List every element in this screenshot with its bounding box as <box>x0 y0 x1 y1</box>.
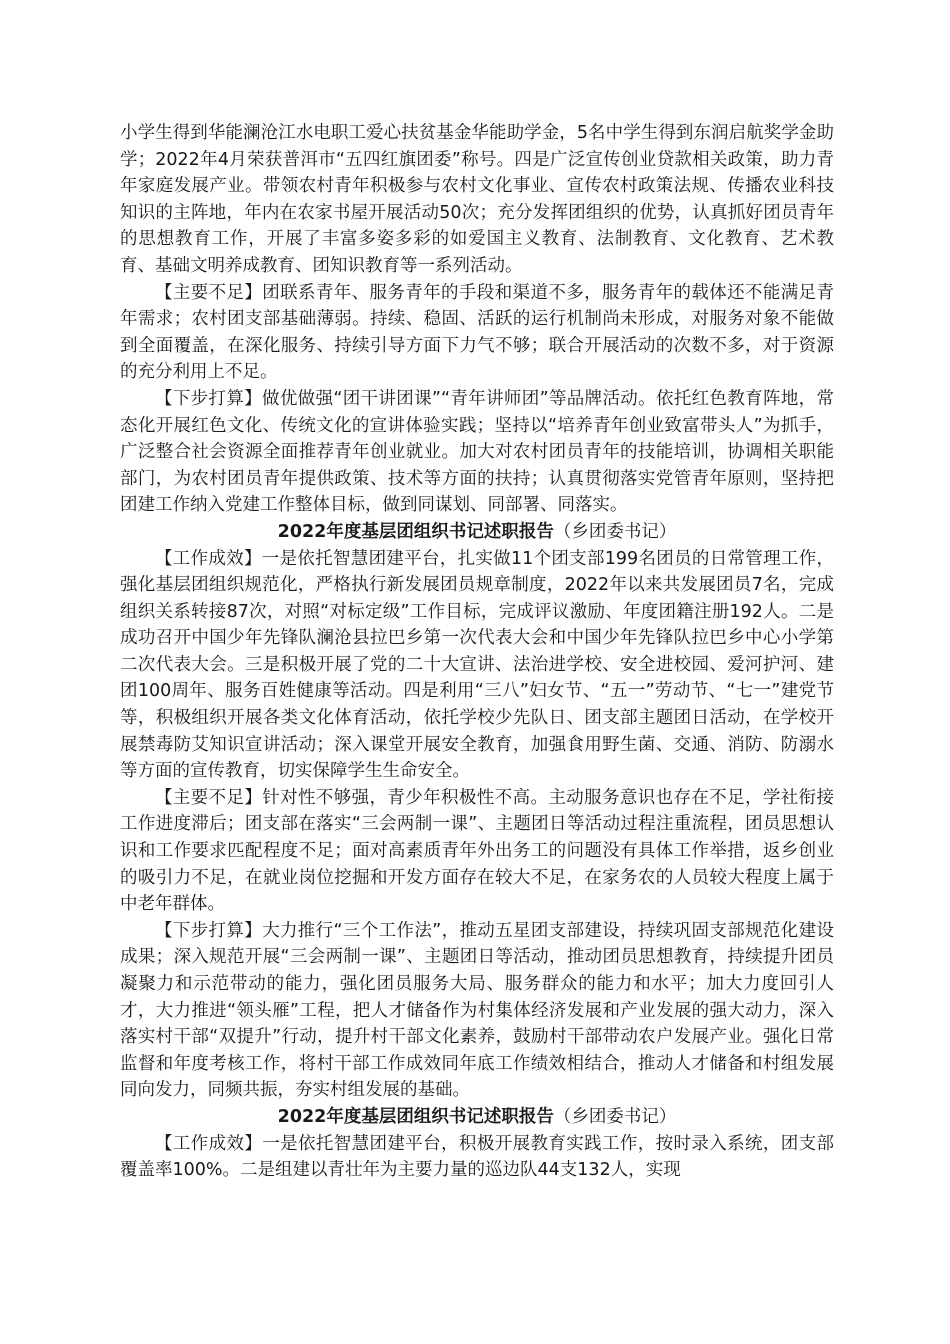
body-paragraph: 【下步打算】大力推行“三个工作法”，推动五星团支部建设，持续巩固支部规范化建设成果；深入规范开展“三会两制一课”、主题团日等活动，推动团员思想教育，持续提升团员凝聚力和示范带动的能力，强化团员服务大局、服务群众的能力和水平；加大力度回引人才，大力推进“领头雁”工程，把人才储备作为村集体经济发展和产业发展的强大动力，深入落实村干部“双提升”行动，提升村干部文化素养，鼓励村干部带动农户发展产业。强化日常监督和年度考核工作，将村干部工作成效同年底工作绩效相结合，推动人才储备和村组发展同向发力，同频共振，夯实村组发展的基础。 <box>120 920 834 1101</box>
section-heading-subtitle: （乡团委书记） <box>553 1106 677 1127</box>
body-paragraph: 【工作成效】一是依托智慧团建平台，扎实做11个团支部199名团员的日常管理工作，强化基层团组织规范化，严格执行新发展团员规章制度，2022年以来共发展团员7名，完成组织关系转接87次，对照“对标定级”工作目标，完成评议激励、年度团籍注册192人。二是成功召开中国少年先锋队澜沧县拉巴乡第一次代表大会和中国少年先锋队拉巴乡中心小学第二次代表大会。三是积极开展了党的二十大宣讲、法治进学校、安全进校园、爱河护河、建团100周年、服务百姓健康等活动。四是利用“三八”妇女节、“五一”劳动节、“七一”建党节等，积极组织开展各类文化体育活动，依托学校少先队日、团支部主题团日活动，在学校开展禁毒防艾知识宣讲活动；深入课堂开展安全教育，加强食用野生菌、交通、消防、防溺水等方面的宣传教育，切实保障学生生命安全。 <box>120 548 834 782</box>
section-heading <box>120 1104 834 1131</box>
document-page <box>120 120 834 1184</box>
section-heading-title: 2022年度基层团组织书记述职报告 <box>277 521 554 542</box>
body-paragraph: 小学生得到华能澜沧江水电职工爱心扶贫基金华能助学金，5名中学生得到东润启航奖学金助学；2022年4月荣获普洱市“五四红旗团委”称号。四是广泛宣传创业贷款相关政策，助力青年家庭发展产业。带领农村青年积极参与农村文化事业、宣传农村政策法规、传播农业科技知识的主阵地，年内在农家书屋开展活动50次；充分发挥团组织的优势，认真抓好团员青年的思想教育工作，开展了丰富多姿多彩的如爱国主义教育、法制教育、文化教育、艺术教育、基础文明养成教育、团知识教育等一系列活动。 <box>120 123 834 276</box>
section-heading <box>120 519 834 546</box>
body-paragraph: 【主要不足】针对性不够强，青少年积极性不高。主动服务意识也存在不足，学社衔接工作进度滞后；团支部在落实“三会两制一课”、主题团日等活动过程注重流程，团员思想认识和工作要求匹配程度不足；面对高素质青年外出务工的问题没有具体工作举措，返乡创业的吸引力不足，在就业岗位挖掘和开发方面存在较大不足，在家务农的人员较大程度上属于中老年群体。 <box>120 787 834 915</box>
body-paragraph: 【下步打算】做优做强“团干讲团课”“青年讲师团”等品牌活动。依托红色教育阵地，常态化开展红色文化、传统文化的宣讲体验实践；坚持以“培养青年创业致富带头人”为抓手，广泛整合社会资源全面推荐青年创业就业。加大对农村团员青年的技能培训，协调相关职能部门，为农村团员青年提供政策、技术等方面的扶持；认真贯彻落实党管青年原则，坚持把团建工作纳入党建工作整体目标，做到同谋划、同部署、同落实。 <box>120 388 834 516</box>
body-paragraph: 【工作成效】一是依托智慧团建平台，积极开展教育实践工作，按时录入系统，团支部覆盖率100%。二是组建以青壮年为主要力量的巡边队44支132人，实现 <box>120 1133 834 1181</box>
section-heading-subtitle: （乡团委书记） <box>553 521 677 542</box>
section-heading-title: 2022年度基层团组织书记述职报告 <box>277 1106 554 1127</box>
body-paragraph: 【主要不足】团联系青年、服务青年的手段和渠道不多，服务青年的载体还不能满足青年需求；农村团支部基础薄弱。持续、稳固、活跃的运行机制尚未形成，对服务对象不能做到全面覆盖，在深化服务、持续引导方面下力气不够；联合开展活动的次数不多，对于资源的充分利用上不足。 <box>120 282 834 383</box>
